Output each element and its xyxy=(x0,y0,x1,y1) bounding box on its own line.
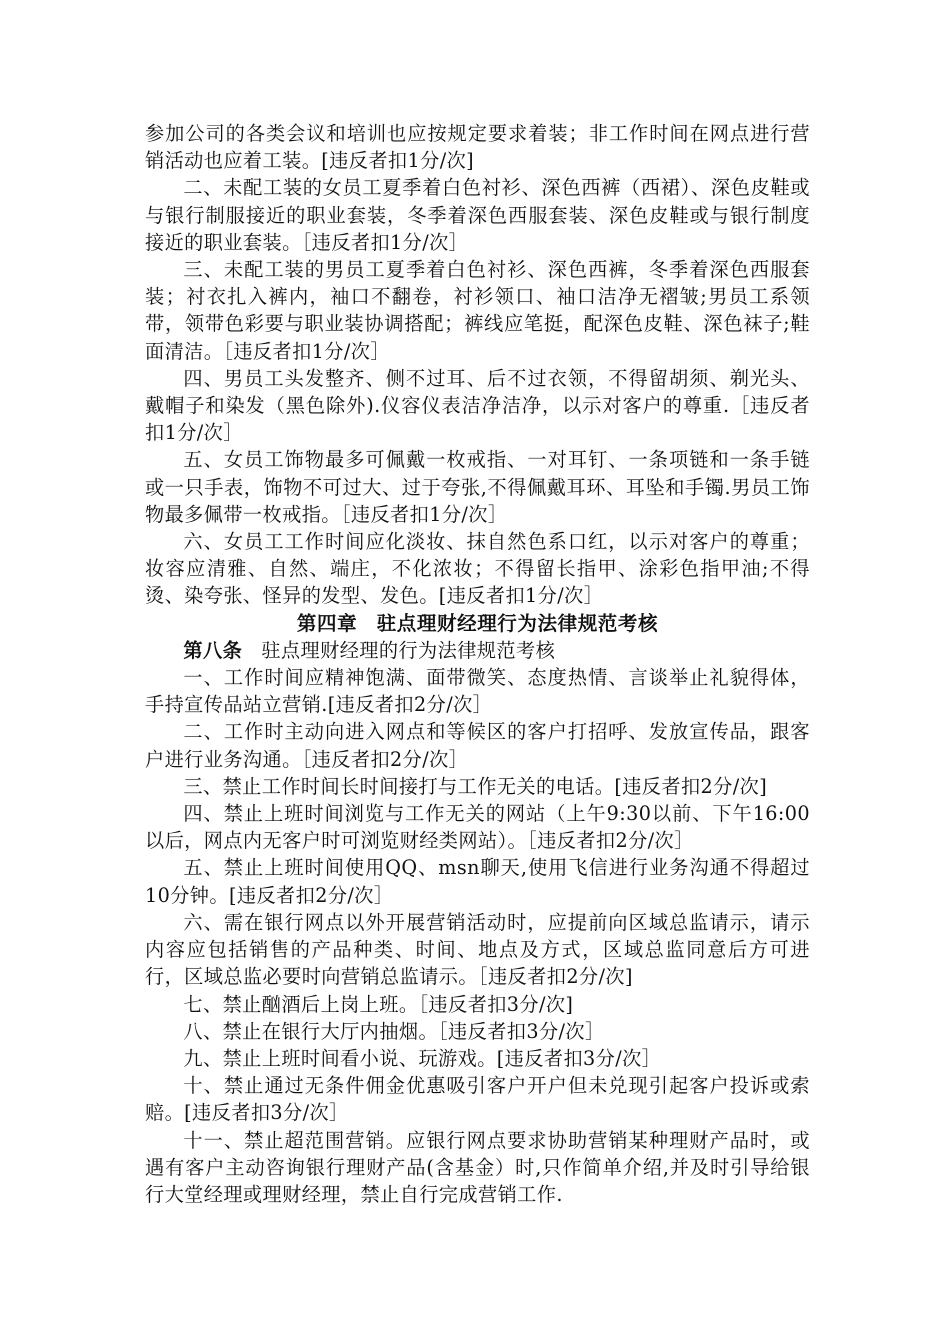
article-heading xyxy=(145,637,810,664)
chapter-title: 驻点理财经理行为法律规范考核 xyxy=(376,611,659,635)
article-label: 第八条 xyxy=(183,638,243,662)
paragraph: 八、禁止在银行大厅内抽烟。［违反者扣3分/次］ xyxy=(183,1019,605,1043)
paragraph: 三、未配工装的男员工夏季着白色衬衫、深色西裤，冬季着深色西服套装；衬衣扎入裤内，袖口不翻卷，衬衫领口、袖口洁净无褶皱;男员工系领带，领带色彩要与职业装协调搭配；裤线应笔挺，配深色皮鞋、深色袜子;鞋面清洁。［违反者扣1分/次］ xyxy=(145,258,810,363)
paragraph: 十、禁止通过无条件佣金优惠吸引客户开户但未兑现引起客户投诉或索赔。[违反者扣3分/次］ xyxy=(145,1074,810,1125)
chapter-heading xyxy=(145,610,810,637)
document-page xyxy=(145,120,810,1208)
paragraph: 七、禁止酗酒后上岗上班。［违反者扣3分/次] xyxy=(183,992,574,1016)
paragraph: 六、需在银行网点以外开展营销活动时，应提前向区域总监请示，请示内容应包括销售的产品种类、时间、地点及方式，区域总监同意后方可进行，区域总监必要时向营销总监请示。［违反者扣2分/次] xyxy=(145,910,810,989)
paragraph: 二、未配工装的女员工夏季着白色衬衫、深色西裤（西裙）、深色皮鞋或与银行制服接近的职业套装，冬季着深色西服套装、深色皮鞋或与银行制度接近的职业套装。［违反者扣1分/次］ xyxy=(145,176,810,254)
paragraph: 参加公司的各类会议和培训也应按规定要求着装；非工作时间在网点进行营销活动也应着工装。[违反者扣1分/次] xyxy=(145,122,810,173)
paragraph: 一、工作时间应精神饱满、面带微笑、态度热情、言谈举止礼貌得体，手持宣传品站立营销.[违反者扣2分/次］ xyxy=(145,666,810,717)
paragraph: 三、禁止工作时间长时间接打与工作无关的电话。[违反者扣2分/次] xyxy=(183,774,768,798)
paragraph: 五、禁止上班时间使用QQ、msn聊天,使用飞信进行业务沟通不得超过10分钟。[违反者扣2分/次］ xyxy=(145,856,810,907)
paragraph: 九、禁止上班时间看小说、玩游戏。[违反者扣3分/次］ xyxy=(183,1046,662,1070)
paragraph: 四、禁止上班时间浏览与工作无关的网站（上午9:30以前、下午16:00以后，网点内无客户时可浏览财经类网站）。［违反者扣2分/次］ xyxy=(145,802,810,853)
article-title: 驻点理财经理的行为法律规范考核 xyxy=(261,638,556,662)
chapter-number: 第四章 xyxy=(296,611,358,635)
paragraph: 四、男员工头发整齐、侧不过耳、后不过衣领，不得留胡须、剃光头、戴帽子和染发（黑色除外).仪容仪表洁净洁净，以示对客户的尊重.［违反者扣1分/次］ xyxy=(145,366,810,445)
paragraph: 二、工作时主动向进入网点和等候区的客户打招呼、发放宣传品，跟客户进行业务沟通。［违反者扣2分/次］ xyxy=(145,720,810,771)
paragraph: 五、女员工饰物最多可佩戴一枚戒指、一对耳钉、一条项链和一条手链或一只手表，饰物不可过大、过于夸张,不得佩戴耳环、耳坠和手镯.男员工饰物最多佩带一枚戒指。［违反者扣1分/次］ xyxy=(145,448,810,526)
paragraph: 十一、禁止超范围营销。应银行网点要求协助营销某种理财产品时，或遇有客户主动咨询银行理财产品(含基金）时,只作简单介绍,并及时引导给银行大堂经理或理财经理，禁止自行完成营销工作. xyxy=(145,1128,810,1206)
paragraph: 六、女员工工作时间应化淡妆、抹自然色系口红，以示对客户的尊重；妆容应清雅、自然、端庄，不化浓妆；不得留长指甲、涂彩色指甲油;不得烫、染夸张、怪异的发型、发色。[违反者扣1分/次］ xyxy=(145,530,810,608)
